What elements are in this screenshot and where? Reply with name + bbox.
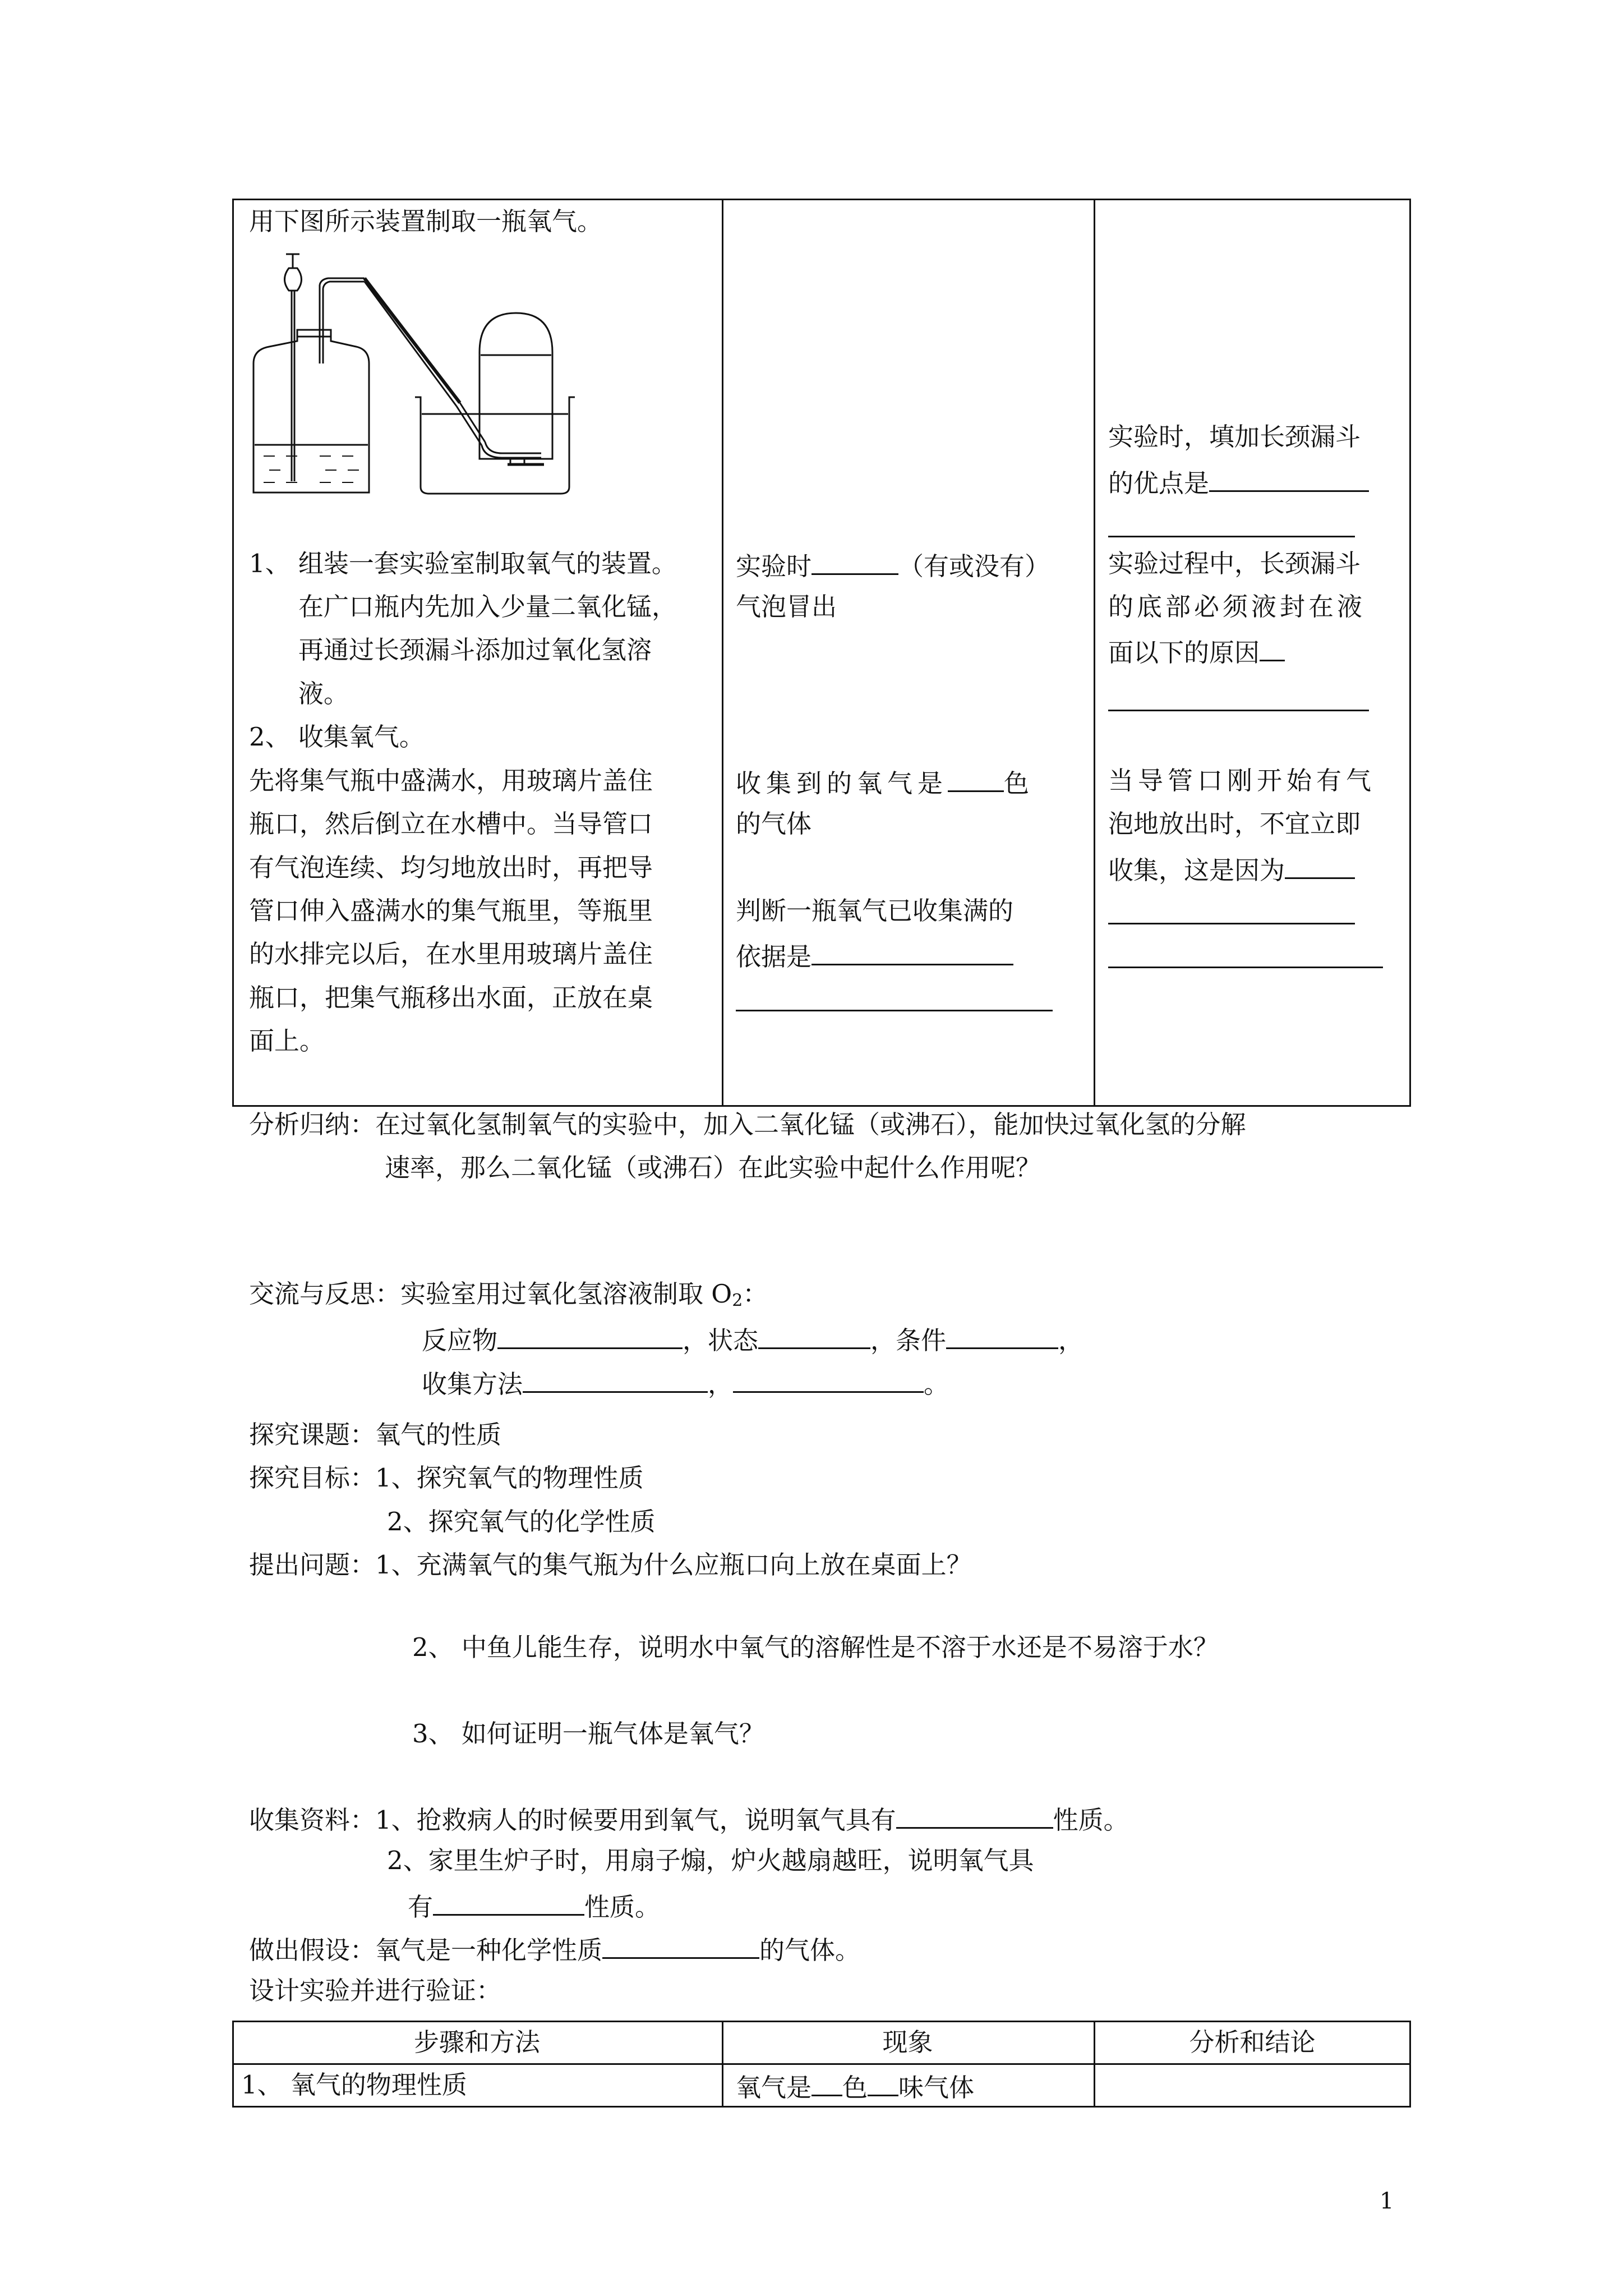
collect-blank-2[interactable] [733,1366,924,1393]
conditions-comma: ， [1058,1326,1084,1355]
state-label: ，状态 [683,1326,759,1355]
timing-text-a: 当导管口刚开始有气 [1108,766,1376,795]
materials-text-3a: 有 [408,1892,434,1922]
condition-label: ，条件 [870,1326,947,1355]
materials-line-3 [408,1889,660,1922]
hypothesis-blank[interactable] [602,1932,759,1959]
step1-line1: 1、 组装一套实验室制取氧气的装置。 [249,549,677,578]
adv-text-b: 的优点是 [1108,468,1210,498]
row1-phen-c: 味气体 [898,2073,975,2102]
step2-line-7: 面上。 [249,1026,325,1056]
step2-line-3: 有气泡连续、均匀地放出时，再把导 [249,853,653,882]
materials-text-3b: 性质。 [584,1892,661,1922]
adv-answer-blank-1[interactable] [1209,466,1369,492]
analysis-label: 分析归纳： [249,1110,376,1139]
seal-question [1108,635,1285,668]
goals-line-1: 探究目标：1、探究氧气的物理性质 [249,1463,644,1493]
state-blank[interactable] [758,1323,870,1349]
bubble-question [736,549,1050,582]
reflection-conditions [422,1323,1083,1356]
collect-comma: ， [708,1369,734,1399]
full-text-b: 依据是 [736,942,812,972]
row1-phen-b: 色 [842,2073,868,2102]
top-table-divider-1 [722,199,723,1107]
top-table-divider-2 [1094,199,1095,1107]
materials-text-1a: 收集资料：1、抢救病人的时候要用到氧气，说明氧气具有 [249,1805,896,1835]
bubble-text-a: 实验时 [736,551,812,581]
step2-line-2: 瓶口，然后倒立在水槽中。当导管口 [249,809,653,839]
materials-text-1b: 性质。 [1053,1805,1129,1835]
row1-step: 1、 氧气的物理性质 [241,2070,467,2100]
seal-text-c: 面以下的原因 [1108,638,1260,668]
reflection-collect [422,1366,949,1400]
materials-blank-2[interactable] [433,1889,584,1916]
adv-answer-blank-2[interactable] [1108,513,1355,537]
materials-line-2: 2、家里生炉子时，用扇子煽，炉火越扇越旺，说明氧气具 [387,1846,1034,1875]
step1-line2: 在广口瓶内先加入少量二氧化锰， [298,592,677,622]
header-phenomenon: 现象 [882,2027,933,2057]
color-text-a: 收集到的氧气是 [736,769,948,798]
analysis-text-2: 速率，那么二氧化锰（或沸石）在此实验中起什么作用呢？ [385,1153,1041,1182]
collect-label: 收集方法 [422,1369,523,1399]
seal-text-b: 的底部必须液封在液 [1108,592,1366,622]
step1-line4: 液。 [298,679,349,708]
step2-line-6: 瓶口，把集气瓶移出水面，正放在桌 [249,983,653,1013]
questions-line-2: 2、 中鱼儿能生存，说明水中氧气的溶解性是不溶于水还是不易溶于水？ [412,1632,1219,1662]
bubble-text-b: （有或没有） [898,551,1050,581]
color-text-b: 色 [1004,769,1035,798]
topic: 探究课题：氧气的性质 [249,1420,502,1450]
oxygen-apparatus-diagram [247,251,606,498]
reflection-sub: 2 [732,1291,743,1310]
color-question [736,766,1034,799]
full-answer-blank-1[interactable] [811,939,1013,965]
reflection-line [249,1279,768,1311]
timing-answer-blank-3[interactable] [1108,944,1383,968]
design-heading: 设计实验并进行验证： [249,1976,502,2005]
adv-question [1108,466,1369,499]
header-analysis: 分析和结论 [1189,2027,1316,2057]
adv-text-a: 实验时，填加长颈漏斗 [1108,422,1361,452]
timing-answer-blank-2[interactable] [1108,900,1355,924]
timing-text-b: 泡地放出时，不宜立即 [1108,809,1361,839]
row1-color-blank[interactable] [811,2070,842,2096]
step2-line-1: 先将集气瓶中盛满水，用玻璃片盖住 [249,766,653,795]
header-steps: 步骤和方法 [413,2027,540,2057]
reflection-label: 交流与反思：实验室用过氧化氢溶液制取 O [249,1279,732,1309]
analysis-text-1: 在过氧化氢制氧气的实验中，加入二氧化锰（或沸石），能加快过氧化氢的分解 [375,1110,1246,1139]
bubble-answer-blank[interactable] [811,549,898,575]
bubble-text-c: 气泡冒出 [736,592,837,622]
questions-line-3: 3、 如何证明一瓶气体是氧气？ [412,1719,764,1749]
experiment-table-header-rule [232,2063,1411,2065]
hypothesis-text-b: 的气体。 [759,1935,861,1965]
step1-line3: 再通过长颈漏斗添加过氧化氢溶 [298,635,652,665]
color-text-c: 的气体 [736,809,812,839]
condition-blank[interactable] [946,1323,1058,1349]
seal-answer-blank-1[interactable] [1260,635,1285,661]
questions-line-1: 提出问题：1、充满氧气的集气瓶为什么应瓶口向上放在桌面上？ [249,1550,972,1580]
collect-blank-1[interactable] [523,1366,708,1393]
materials-blank-1[interactable] [896,1802,1053,1829]
page-number: 1 [1380,2188,1394,2214]
step2-line-5: 的水排完以后，在水里用玻璃片盖住 [249,939,653,969]
timing-answer-blank-1[interactable] [1285,853,1355,879]
color-answer-blank[interactable] [948,766,1004,792]
goals-line-2: 2、探究氧气的化学性质 [387,1507,656,1536]
hypothesis-text-a: 做出假设：氧气是一种化学性质 [249,1935,603,1965]
analysis-line-1 [249,1110,1246,1140]
row1-phen-a: 氧气是 [736,2073,812,2102]
reflection-colon: ： [743,1279,768,1309]
step2-title: 2、 收集氧气。 [249,722,425,752]
seal-text-a: 实验过程中，长颈漏斗 [1108,549,1361,578]
row1-phenomenon [736,2070,974,2103]
full-question [736,939,1013,972]
full-text-a: 判断一瓶氧气已收集满的 [736,896,1014,926]
step2-line-4: 管口伸入盛满水的集气瓶里，等瓶里 [249,896,653,926]
collect-end: 。 [924,1369,949,1399]
materials-line-1 [249,1802,1129,1835]
reactant-label: 反应物 [422,1326,498,1355]
row1-smell-blank[interactable] [868,2070,898,2096]
hypothesis-line [249,1932,860,1966]
intro-text: 用下图所示装置制取一瓶氧气。 [249,206,603,236]
full-answer-blank-2[interactable] [736,987,1053,1011]
timing-text-c: 收集，这是因为 [1108,855,1285,885]
timing-question [1108,853,1355,886]
reactant-blank[interactable] [497,1323,683,1349]
seal-answer-blank-2[interactable] [1108,687,1369,711]
